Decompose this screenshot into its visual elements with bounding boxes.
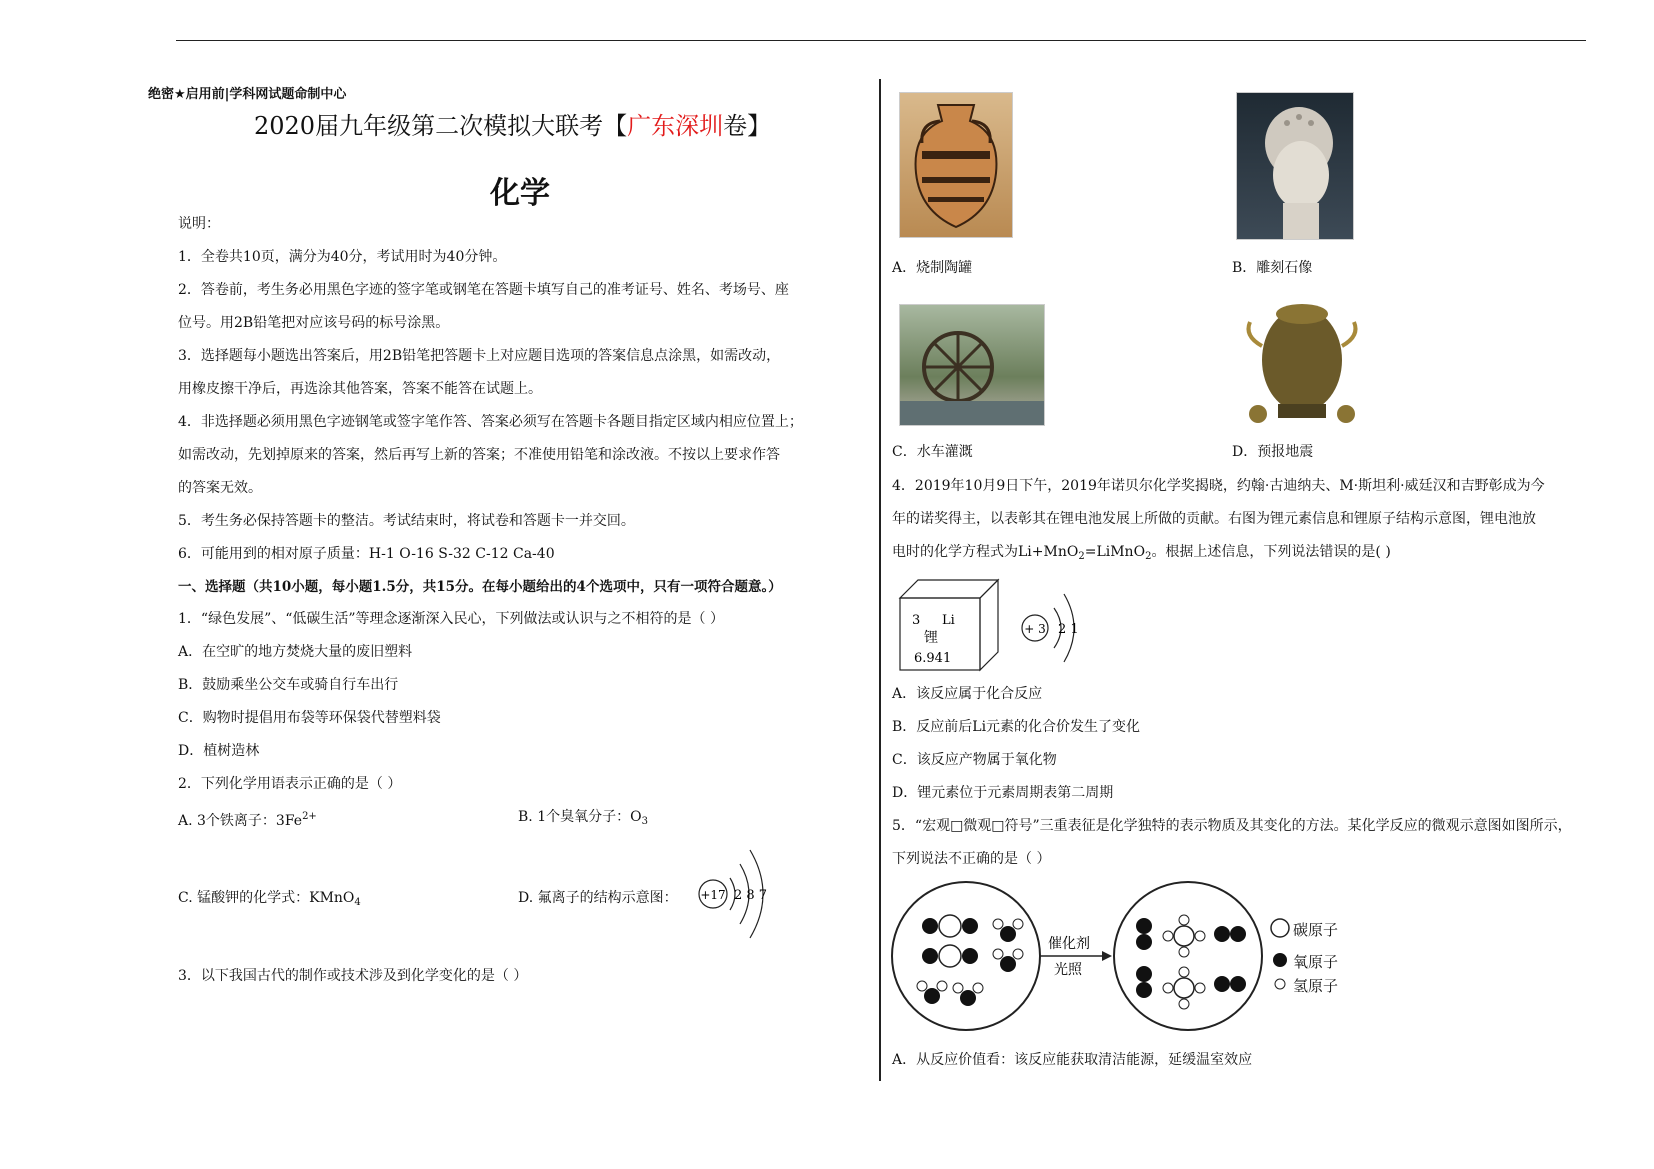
q2-option-b-text: B. 1个臭氧分子：O [518, 809, 642, 825]
q2-option-c-text: C. 锰酸钾的化学式：KMnO [178, 890, 355, 906]
products-circle [1114, 882, 1262, 1030]
h2o-molecule [953, 983, 983, 1006]
ch4-molecule [1163, 967, 1205, 1009]
exam-title [254, 110, 771, 142]
carbon-legend-icon [1271, 919, 1289, 937]
stone-statue-image [1236, 92, 1354, 240]
q4-line-3 [892, 542, 1391, 567]
q4-option-d[interactable]: D．锂元素位于元素周期表第二周期 [892, 785, 1114, 801]
q2-option-a[interactable] [178, 807, 317, 831]
q2-option-c-sub: 4 [354, 897, 361, 908]
instruction-line: 用橡皮擦干净后，再选涂其他答案，答案不能答在试题上。 [178, 381, 542, 397]
instructions-heading: 说明： [178, 216, 220, 232]
instruction-line: 6．可能用到的相对原子质量：H-1 O-16 S-32 C-12 Ca-40 [178, 546, 555, 562]
lithium-element-card [898, 578, 1002, 672]
instruction-line: 4．非选择题必须用黑色字迹钢笔或签字笔作答、答案必须写在答题卡各题目指定区域内相应位置上； [178, 414, 803, 430]
legend-oxygen: 氧原子 [1293, 953, 1339, 971]
subject-title: 化学 [490, 176, 550, 211]
title-region: 广东深圳 [627, 112, 724, 140]
q2-option-c[interactable] [178, 888, 361, 913]
q4-option-a[interactable]: A．该反应属于化合反应 [892, 686, 1043, 702]
instruction-line: 如需改动，先划掉原来的答案，然后再写上新的答案；不准使用铅笔和涂改液。不按以上要求作答 [178, 447, 780, 463]
fluoride-nucleus-label: +17 [700, 888, 726, 902]
ch4-molecule [1163, 915, 1205, 957]
instruction-line: 的答案无效。 [178, 480, 262, 496]
q1-option-a[interactable]: A．在空旷的地方焚烧大量的废旧塑料 [178, 644, 413, 660]
q1-option-b[interactable]: B．鼓励乘坐公交车或骑自行车出行 [178, 677, 399, 693]
element-mass: 6.941 [914, 651, 952, 666]
q2-option-b-sub: 3 [641, 816, 648, 827]
q3-option-d[interactable]: D．预报地震 [1232, 444, 1314, 460]
h2o-molecule [993, 919, 1023, 942]
q3-option-a[interactable]: A．烧制陶罐 [892, 260, 973, 276]
h2o-molecule [993, 949, 1023, 972]
oxygen-legend-icon [1273, 953, 1287, 967]
reaction-arrow-head [1102, 951, 1112, 961]
legend-carbon: 碳原子 [1293, 921, 1339, 939]
q1-option-c[interactable]: C．购物时提倡用布袋等环保袋代替塑料袋 [178, 710, 441, 726]
instruction-line: 位号。用2B铅笔把对应该号码的标号涂黑。 [178, 315, 450, 331]
instruction-line: 1．全卷共10页，满分为40分，考试用时为40分钟。 [178, 249, 507, 265]
element-number: 3 [912, 613, 921, 628]
q4-option-c[interactable]: C．该反应产物属于氧化物 [892, 752, 1057, 768]
lithium-shell-electrons: 2 1 [1058, 622, 1079, 637]
o2-molecule [1136, 918, 1152, 950]
element-symbol: Li [942, 613, 955, 628]
hydrogen-legend-icon [1275, 979, 1285, 989]
fluoride-shell-electrons: 2 8 7 [734, 888, 768, 903]
q2-option-a-text: A. 3个铁离子：3Fe [178, 813, 303, 829]
q4-line-1: 4．2019年10月9日下午，2019年诺贝尔化学奖揭晓，约翰·古迪纳夫、M·斯坦利·威廷汉和吉野彰成为今 [892, 478, 1545, 494]
q5-line-2: 下列说法不正确的是（ ） [892, 851, 1051, 867]
q4-line-3-sub1: 2 [1078, 551, 1085, 562]
o2-molecule [1214, 976, 1246, 992]
seismograph-image [1238, 296, 1368, 432]
o2-molecule [1214, 926, 1246, 942]
q4-line-3-a: 电时的化学方程式为Li+MnO [892, 544, 1079, 560]
q2-stem: 2．下列化学用语表示正确的是（ ） [178, 776, 402, 792]
instruction-line: 2．答卷前，考生务必用黑色字迹的签字笔或钢笔在答题卡填写自己的准考证号、姓名、考场号、座 [178, 282, 789, 298]
q1-stem: 1．“绿色发展”、“低碳生活”等理念逐渐深入民心，下列做法或认识与之不相符的是（ ） [178, 611, 724, 627]
secret-label: 绝密★启用前|学科网试题命制中心 [148, 87, 347, 102]
arrow-catalyst-label: 催化剂 [1048, 936, 1090, 952]
legend-hydrogen: 氢原子 [1293, 977, 1339, 995]
top-rule [176, 40, 1586, 41]
reaction-micro-diagram [890, 880, 1310, 1032]
q3-stem: 3．以下我国古代的制作或技术涉及到化学变化的是（ ） [178, 968, 528, 984]
q2-option-b[interactable] [518, 807, 648, 832]
element-name: 锂 [924, 630, 938, 646]
q3-option-b[interactable]: B．雕刻石像 [1232, 260, 1313, 276]
q4-option-b[interactable]: B．反应前后Li元素的化合价发生了变化 [892, 719, 1141, 735]
fluoride-structure-diagram [696, 842, 776, 940]
q2-option-d[interactable]: D. 氟离子的结构示意图： [518, 890, 678, 906]
co2-molecule [922, 945, 978, 967]
q2-option-a-charge: 2+ [302, 811, 317, 822]
lithium-nucleus-label: + 3 [1024, 622, 1046, 636]
q1-option-d[interactable]: D．植树造林 [178, 743, 260, 759]
q4-line-3-b: =LiMnO [1084, 544, 1146, 560]
q4-line-3-c: 。根据上述信息，下列说法错误的是( ) [1151, 544, 1391, 560]
title-prefix: 2020届九年级第二次模拟大联考【 [254, 112, 628, 140]
pottery-jar-image [899, 92, 1013, 238]
q4-line-3-sub2: 2 [1145, 551, 1152, 562]
lithium-atom-diagram [1020, 590, 1086, 666]
instruction-line: 3．选择题每小题选出答案后，用2B铅笔把答题卡上对应题目选项的答案信息点涂黑，如需改动， [178, 348, 781, 364]
arrow-light-label: 光照 [1054, 962, 1082, 978]
title-suffix: 卷】 [723, 112, 772, 140]
water-wheel-image [899, 304, 1045, 426]
q4-line-2: 年的诺奖得主，以表彰其在锂电池发展上所做的贡献。右图为锂元素信息和锂原子结构示意图，锂电池放 [892, 511, 1536, 527]
q5-option-a[interactable]: A．从反应价值看：该反应能获取清洁能源，延缓温室效应 [892, 1052, 1253, 1068]
section-heading: 一、选择题（共10小题，每小题1.5分，共15分。在每小题给出的4个选项中，只有一项符合题意。） [178, 579, 782, 595]
instruction-line: 5．考生务必保持答题卡的整洁。考试结束时，将试卷和答题卡一并交回。 [178, 513, 635, 529]
q5-line-1: 5．“宏观□微观□符号”三重表征是化学独特的表示物质及其变化的方法。某化学反应的微观示意图如图所示， [892, 818, 1572, 834]
o2-molecule [1136, 966, 1152, 998]
h2o-molecule [917, 981, 947, 1004]
co2-molecule [922, 915, 978, 937]
q3-option-c[interactable]: C．水车灌溉 [892, 444, 973, 460]
column-divider [879, 79, 881, 1081]
